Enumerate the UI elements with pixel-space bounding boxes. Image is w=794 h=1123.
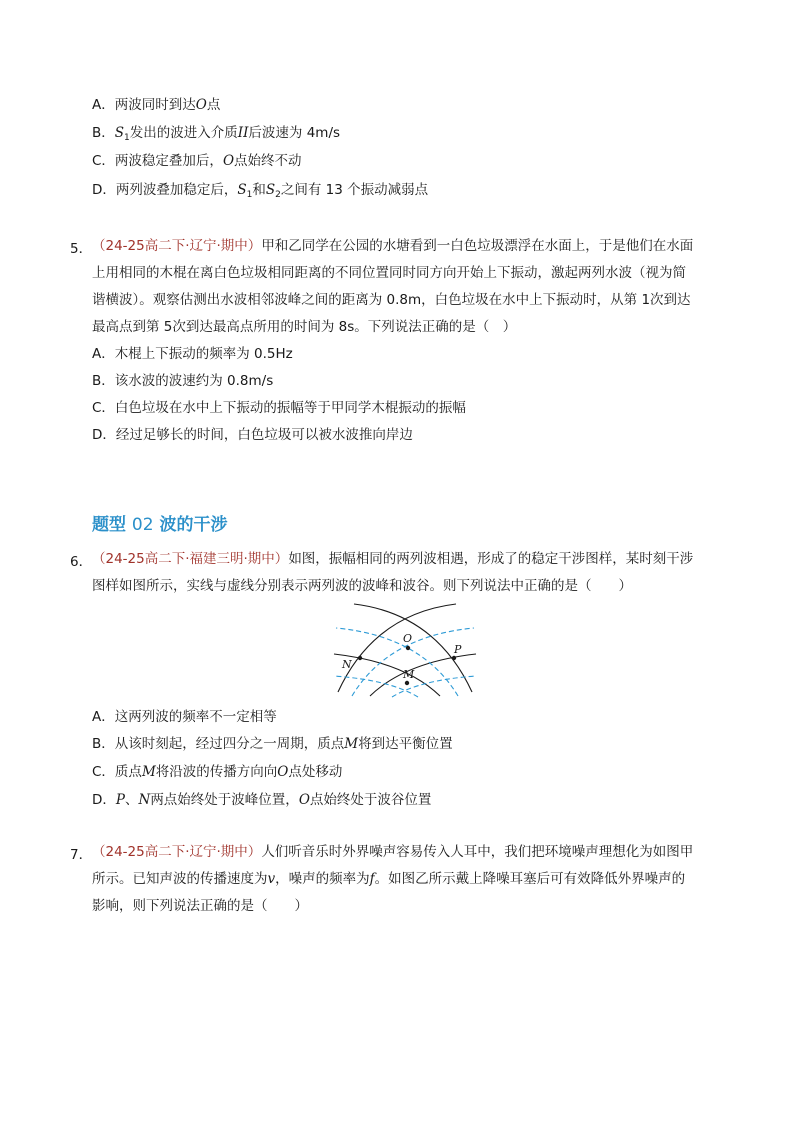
point-p-label: P [454, 643, 462, 656]
q4-option-d-and: 和 [252, 182, 266, 198]
q6-option-b-point: M [344, 736, 359, 752]
q6-option-d [92, 791, 431, 809]
q5-stem-line3: 谐横波）。观察估测出水波相邻波峰之间的距离为 0.8m，白色垃圾在水中上下振动时，从第 1次到达 [92, 292, 691, 308]
point-o-label: O [403, 632, 413, 645]
q4-option-d-source1-sub: 1 [246, 190, 253, 200]
point-p-dot [452, 656, 456, 660]
q5-source: （24-25高二下·辽宁·期中） [92, 238, 262, 254]
q4-option-a-text: A．两波同时到达 [92, 97, 196, 113]
q5-option-b: B．该水波的波速约为 0.8m/s [92, 373, 274, 389]
q4-option-c [92, 152, 302, 170]
q7-speed-symbol: v [267, 871, 276, 887]
q4-option-b [92, 124, 340, 147]
q6-option-d-suffix: 点始终处于波谷位置 [309, 792, 432, 808]
q4-option-a-point: O [195, 97, 207, 113]
q7-source: （24-25高二下·辽宁·期中） [92, 844, 262, 860]
q5-option-c: C．白色垃圾在水中上下振动的振幅等于甲同学木棍振动的振幅 [92, 400, 466, 416]
q7-frequency-symbol: f [369, 871, 375, 887]
point-o-dot [406, 646, 410, 650]
q4-option-d-suffix: 之间有 13 个振动减弱点 [280, 182, 429, 198]
q4-option-b-suffix: 后波速为 4m/s [248, 125, 341, 141]
point-m-dot [405, 681, 409, 685]
q6-option-d-point-o: O [298, 792, 310, 808]
q7-stem-line1 [92, 843, 693, 861]
q6-option-d-point-p: P [115, 792, 125, 808]
q6-option-c-mid: 将沿波的传播方向向 [155, 764, 278, 780]
q5-option-d: D．经过足够长的时间，白色垃圾可以被水波推向岸边 [92, 427, 413, 443]
q6-number: 6． [70, 554, 93, 570]
section-heading-label: 题型 [92, 515, 126, 535]
q4-option-b-source: S [114, 125, 125, 141]
q4-option-a-suffix: 点 [206, 97, 221, 113]
q4-option-a [92, 96, 220, 114]
q5-option-a: A．木棍上下振动的频率为 0.5Hz [92, 346, 293, 362]
q4-option-b-source-sub: 1 [124, 133, 130, 143]
q5-number: 5． [70, 241, 93, 257]
q6-option-d-label: D． [92, 792, 116, 808]
q6-source: （24-25高二下·福建三明·期中） [92, 551, 289, 567]
q7-stem-text2-end: 。如图乙所示戴上降噪耳塞后可有效降低外界噪声的 [374, 871, 686, 887]
q6-option-b-text: B．从该时刻起，经过四分之一周期，质点 [92, 736, 345, 752]
section-heading [92, 510, 227, 535]
q4-option-c-text: C．两波稳定叠加后， [92, 153, 223, 169]
q4-option-b-text: 发出的波进入介质 [129, 125, 238, 141]
q5-stem-text1: 甲和乙同学在公园的水塘看到一白色垃圾漂浮在水面上，于是他们在水面 [261, 238, 694, 254]
q4-option-d [92, 181, 428, 204]
q6-option-c-suffix: 点处移动 [288, 764, 343, 780]
q7-stem-line2 [92, 870, 685, 888]
q6-option-d-mid: 两点始终处于波峰位置， [150, 792, 299, 808]
q4-option-b-label: B． [92, 125, 115, 141]
crest-arc-left-1 [338, 604, 456, 692]
q7-stem-text2-mid: ，噪声的频率为 [275, 871, 370, 887]
q7-stem-text1: 人们听音乐时外界噪声容易传入人耳中，我们把环境噪声理想化为如图甲 [261, 844, 694, 860]
q4-option-d-source2: S [265, 182, 276, 198]
crest-arc-left-2 [370, 654, 476, 696]
q4-option-b-medium: II [237, 125, 249, 141]
q4-option-d-text: D．两列波叠加稳定后， [92, 182, 238, 198]
section-heading-title: 波的干涉 [159, 515, 228, 535]
section-heading-number: 02 [131, 515, 154, 535]
q6-stem-line2: 图样如图所示，实线与虚线分别表示两列波的波峰和波谷。则下列说法中正确的是（ ） [92, 578, 632, 594]
q6-option-b [92, 735, 453, 753]
q5-stem-line1 [92, 237, 693, 255]
q6-option-c [92, 763, 342, 781]
q7-number: 7． [70, 847, 93, 863]
q7-stem-line3: 影响，则下列说法正确的是（ ） [92, 898, 308, 914]
q6-option-c-point-o: O [277, 764, 289, 780]
q7-stem-text2: 所示。已知声波的传播速度为 [92, 871, 268, 887]
point-n-label: N [342, 658, 352, 671]
q6-stem-line1 [92, 550, 693, 568]
trough-arc-left-1 [352, 628, 474, 696]
q4-option-c-point: O [222, 153, 235, 169]
q5-stem-line2: 上用相同的木棍在离白色垃圾相同距离的不同位置同时同方向开始上下振动，激起两列水波（视为简 [92, 265, 686, 281]
q6-option-d-sep: 、 [125, 792, 139, 808]
point-m-label: M [403, 668, 415, 681]
q5-stem-line4: 最高点到第 5次到达最高点所用的时间为 8s。下列说法正确的是（ ） [92, 319, 517, 335]
trough-arc-right-1 [336, 628, 458, 696]
q6-option-b-suffix: 将到达平衡位置 [358, 736, 453, 752]
q6-option-c-text: C．质点 [92, 764, 142, 780]
q6-option-a: A．这两列波的频率不一定相等 [92, 709, 277, 725]
interference-figure [330, 600, 480, 698]
q6-option-d-point-n: N [138, 792, 151, 808]
q4-option-d-source2-sub: 2 [275, 190, 281, 200]
q6-option-c-point-m: M [141, 764, 156, 780]
q6-stem-text1: 如图，振幅相同的两列波相遇，形成了的稳定干涉图样，某时刻干涉 [288, 551, 694, 567]
point-n-dot [358, 656, 362, 660]
q4-option-d-source1: S [237, 182, 247, 198]
q4-option-c-suffix: 点始终不动 [234, 153, 302, 169]
